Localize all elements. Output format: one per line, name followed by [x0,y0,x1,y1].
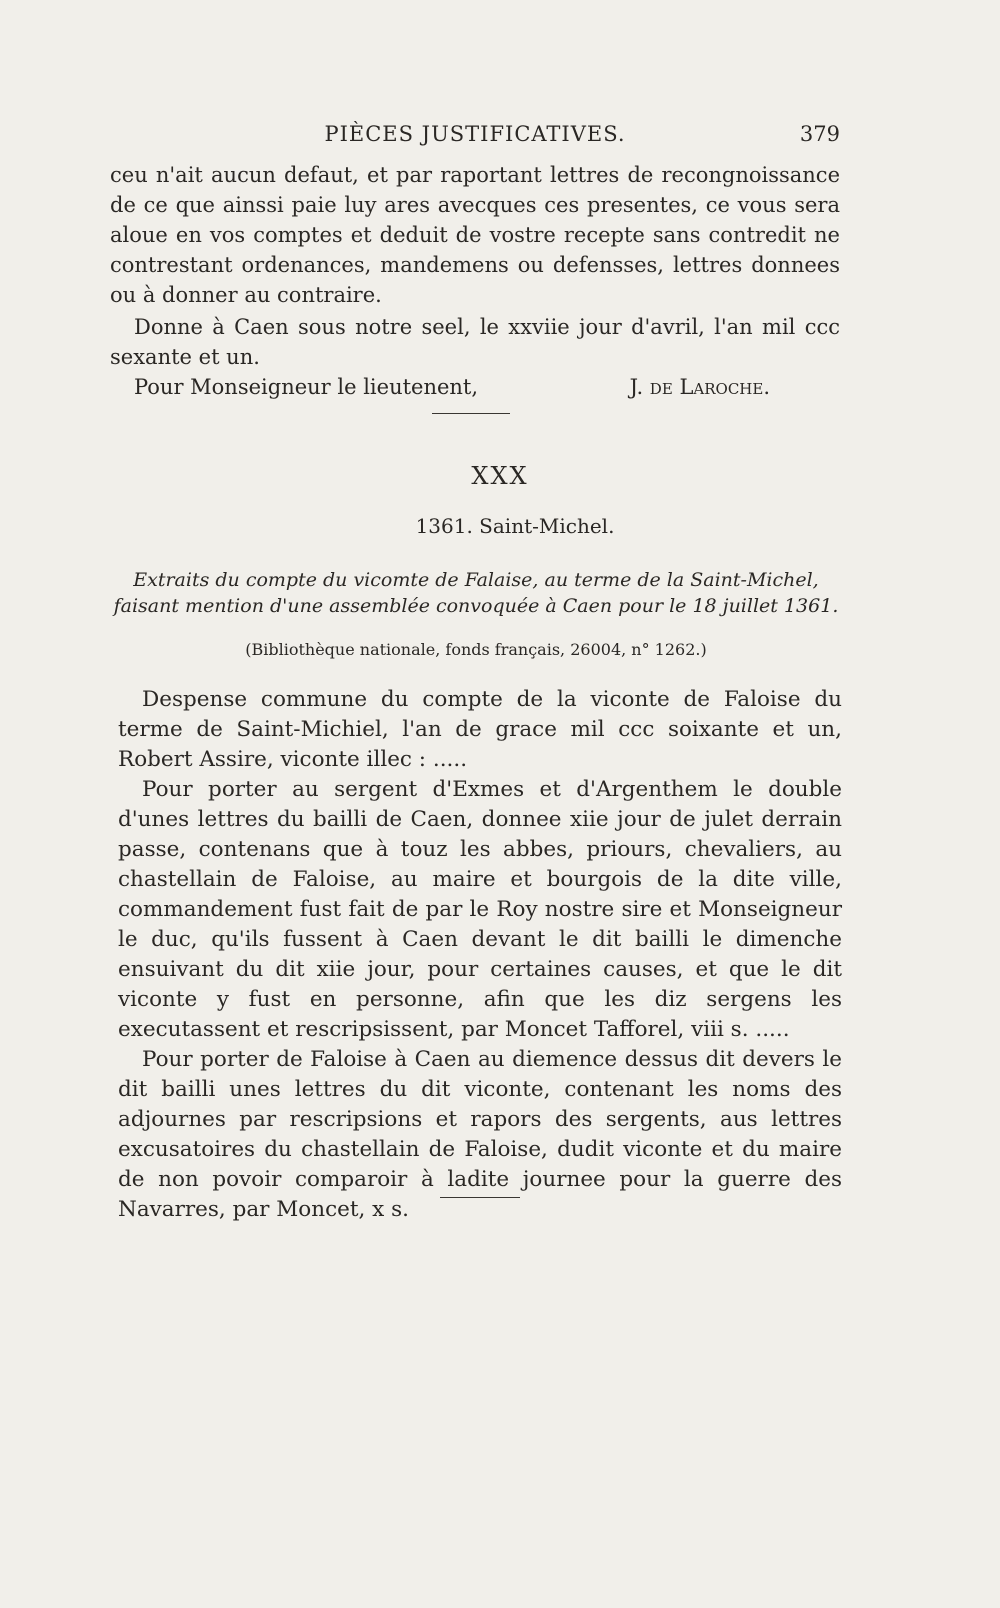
top-paragraph-2: Donne à Caen sous notre seel, le xxviie jour d'avril, l'an mil ccc sexante et un. [110,315,840,369]
main-text-block [118,685,842,1225]
running-title: PIÈCES JUSTIFICATIVES. [324,122,626,146]
signature-right: J. de Laroche. [629,375,770,399]
page-header [110,122,840,152]
separator-rule-bottom [440,1197,520,1198]
section-number: XXX [471,462,529,490]
main-paragraph-2: Pour porter au sergent d'Exmes et d'Argenthem le double d'unes lettres du bailli de Caen, donnee xiie jour de julet derrain passe, contenans que à touz les abbes, priours, chevaliers, au chastellain de Faloise, au maire et bourgois de la dite ville, commandement fust fait de par le Roy nostre sire et Monseigneur le duc, qu'ils fussent à Caen devant le dit bailli le dimenche ensuivant du dit xiie jour, pour certaines causes, et que le dit viconte y fust en personne, afin que les diz sergens les executassent et rescripsissent, par Moncet Tafforel, viii s. ..... [118,777,842,1042]
section-date-place: 1361. Saint-Michel. [415,514,615,538]
main-paragraph-1: Despense commune du compte de la viconte de Faloise du terme de Saint-Michiel, l'an de grace mil ccc soixante et un, Robert Assire, viconte illec : ..... [118,687,842,772]
signature-left: Pour Monseigneur le lieutenent, [134,375,479,399]
main-paragraph-3: Pour porter de Faloise à Caen au diemence dessus dit devers le dit bailli unes lettres du dit viconte, contenant les noms des adjournes par rescripsions et rapors des sergents, aus lettres excusatoires du chastellain de Faloise, dudit viconte et du maire de non povoir comparoir à ladite journee pour la guerre des Navarres, par Moncet, x s. [118,1047,842,1222]
section-title: Extraits du compte du vicomte de Falaise, au terme de la Saint-Michel, faisant mention d'une assemblée convoquée à Caen pour le 18 juillet 1361. [113,569,839,617]
top-paragraph-1: ceu n'ait aucun defaut, et par raportant lettres de recongnoissance de ce que ainssi paie luy ares avecques ces presentes, ce vous sera aloue en vos comptes et deduit de vostre recepte sans contredit ne contrestant ordenances, mandemens ou defensses, lettres donnees ou à donner au contraire. [110,163,840,307]
section-source: (Bibliothèque nationale, fonds français, 26004, n° 1262.) [245,640,707,659]
top-text-block [110,160,840,402]
signature-line [110,372,840,402]
page-number: 379 [799,122,840,146]
separator-rule-top [432,413,510,414]
